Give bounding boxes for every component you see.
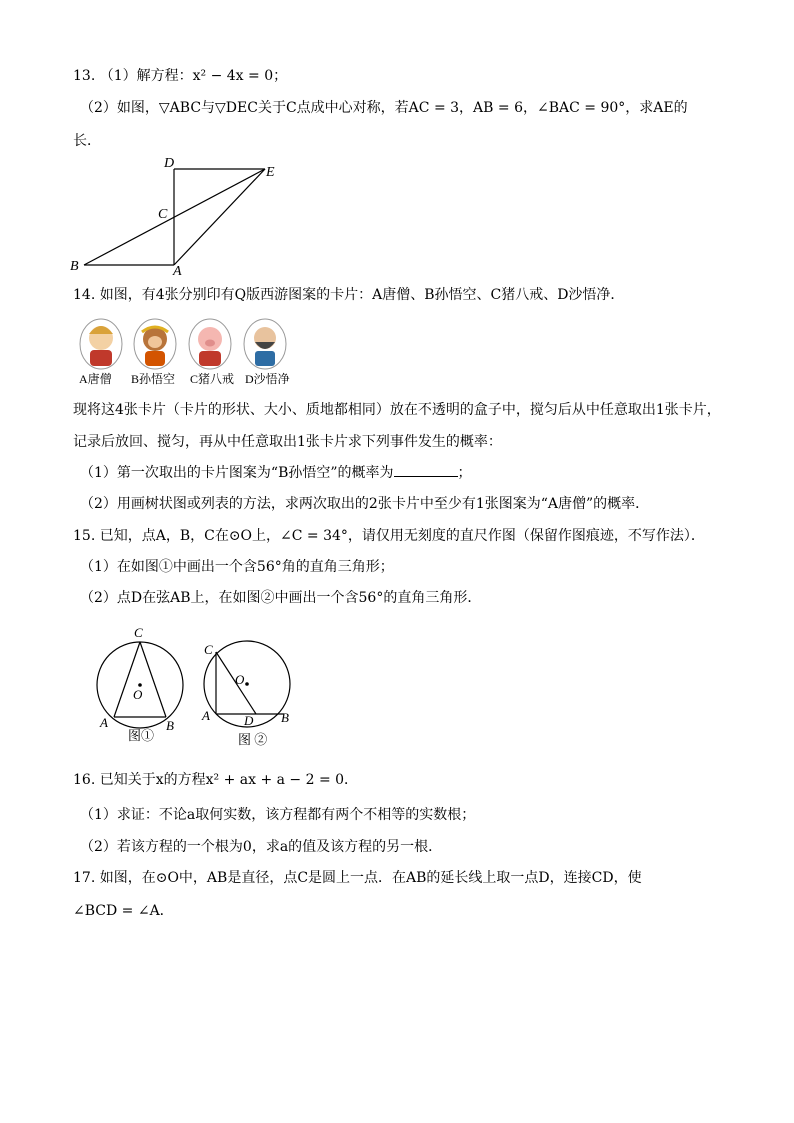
q17-line1: 17. 如图，在⊙O中，AB是直径，点C是圆上一点．在AB的延长线上取一点D，连接CD，使 bbox=[73, 870, 642, 886]
fig2-caption: 图 ② bbox=[238, 732, 268, 747]
q13-part1: 13. （1）解方程：x² − 4x = 0； bbox=[73, 68, 288, 84]
fig1-point-A: A bbox=[100, 715, 108, 730]
fig1-point-C: C bbox=[134, 625, 143, 640]
q14-sub1-end: ； bbox=[457, 465, 472, 481]
fig2-point-A: A bbox=[202, 708, 210, 723]
q15-figure-1 bbox=[90, 622, 194, 752]
fig2-point-C: C bbox=[204, 642, 213, 657]
q15-sub2: （2）点D在弦AB上，在如图②中画出一个含56°的直角三角形． bbox=[80, 590, 482, 606]
fig2-point-B: B bbox=[281, 710, 289, 725]
q13-point-A: A bbox=[173, 264, 182, 279]
q13-point-E: E bbox=[266, 165, 275, 180]
q13-point-C: C bbox=[158, 207, 168, 222]
fig1-caption: 图① bbox=[128, 728, 155, 743]
q13-part2: （2）如图，▽ABC与▽DEC关于C点成中心对称，若AC = 3，AB = 6，∠BAC = 90°，求AE的 bbox=[80, 100, 688, 116]
card-zhubajie-image bbox=[187, 318, 233, 374]
fig2-point-O: O bbox=[235, 672, 245, 687]
q15-sub1: （1）在如图①中画出一个含56°角的直角三角形； bbox=[80, 559, 394, 575]
q15-intro: 15. 已知，点A，B，C在⊙O上，∠C = 34°，请仅用无刻度的直尺作图（保留作图痕迹，不写作法）． bbox=[73, 528, 705, 544]
q16-sub1: （1）求证：不论a取何实数，该方程都有两个不相等的实数根； bbox=[80, 807, 476, 823]
card-sunwukong-image bbox=[132, 318, 178, 374]
q13-part2-cont: 长． bbox=[73, 133, 101, 149]
fig1-point-O: O bbox=[133, 687, 143, 702]
card-shawujing-image bbox=[242, 318, 288, 374]
q13-point-B: B bbox=[70, 259, 79, 274]
q14-intro: 14. 如图，有4张分别印有Q版西游图案的卡片：A唐僧、B孙悟空、C猪八戒、D沙悟净． bbox=[73, 287, 625, 303]
card-tangseng-image bbox=[78, 318, 124, 374]
q14-text-2: 记录后放回、搅匀，再从中任意取出1张卡片求下列事件发生的概率： bbox=[73, 434, 502, 450]
q16-intro: 16. 已知关于x的方程x² + ax + a − 2 = 0． bbox=[73, 772, 359, 788]
q14-sub1 bbox=[80, 463, 472, 483]
q17-line2: ∠BCD = ∠A． bbox=[73, 903, 174, 919]
q15-figure-2 bbox=[200, 632, 304, 752]
q14-sub2: （2）用画树状图或列表的方法，求两次取出的2张卡片中至少有1张图案为“A唐僧”的概率． bbox=[80, 496, 650, 512]
card-label-a: A唐僧 bbox=[79, 372, 112, 386]
fig1-point-B: B bbox=[166, 718, 174, 733]
q14-text-1: 现将这4张卡片（卡片的形状、大小、质地都相同）放在不透明的盒子中，搅匀后从中任意取出1张卡片， bbox=[73, 402, 721, 418]
q13-figure bbox=[60, 150, 300, 280]
q13-point-D: D bbox=[164, 156, 175, 171]
card-label-c: C猪八戒 bbox=[190, 372, 235, 386]
card-label-b: B孙悟空 bbox=[131, 372, 176, 386]
card-label-d: D沙悟净 bbox=[245, 372, 290, 386]
answer-blank[interactable] bbox=[394, 464, 458, 477]
q14-sub1-text: （1）第一次取出的卡片图案为“B孙悟空”的概率为 bbox=[80, 465, 394, 481]
q16-sub2: （2）若该方程的一个根为0，求a的值及该方程的另一根． bbox=[80, 839, 443, 855]
fig2-point-D: D bbox=[244, 713, 254, 728]
